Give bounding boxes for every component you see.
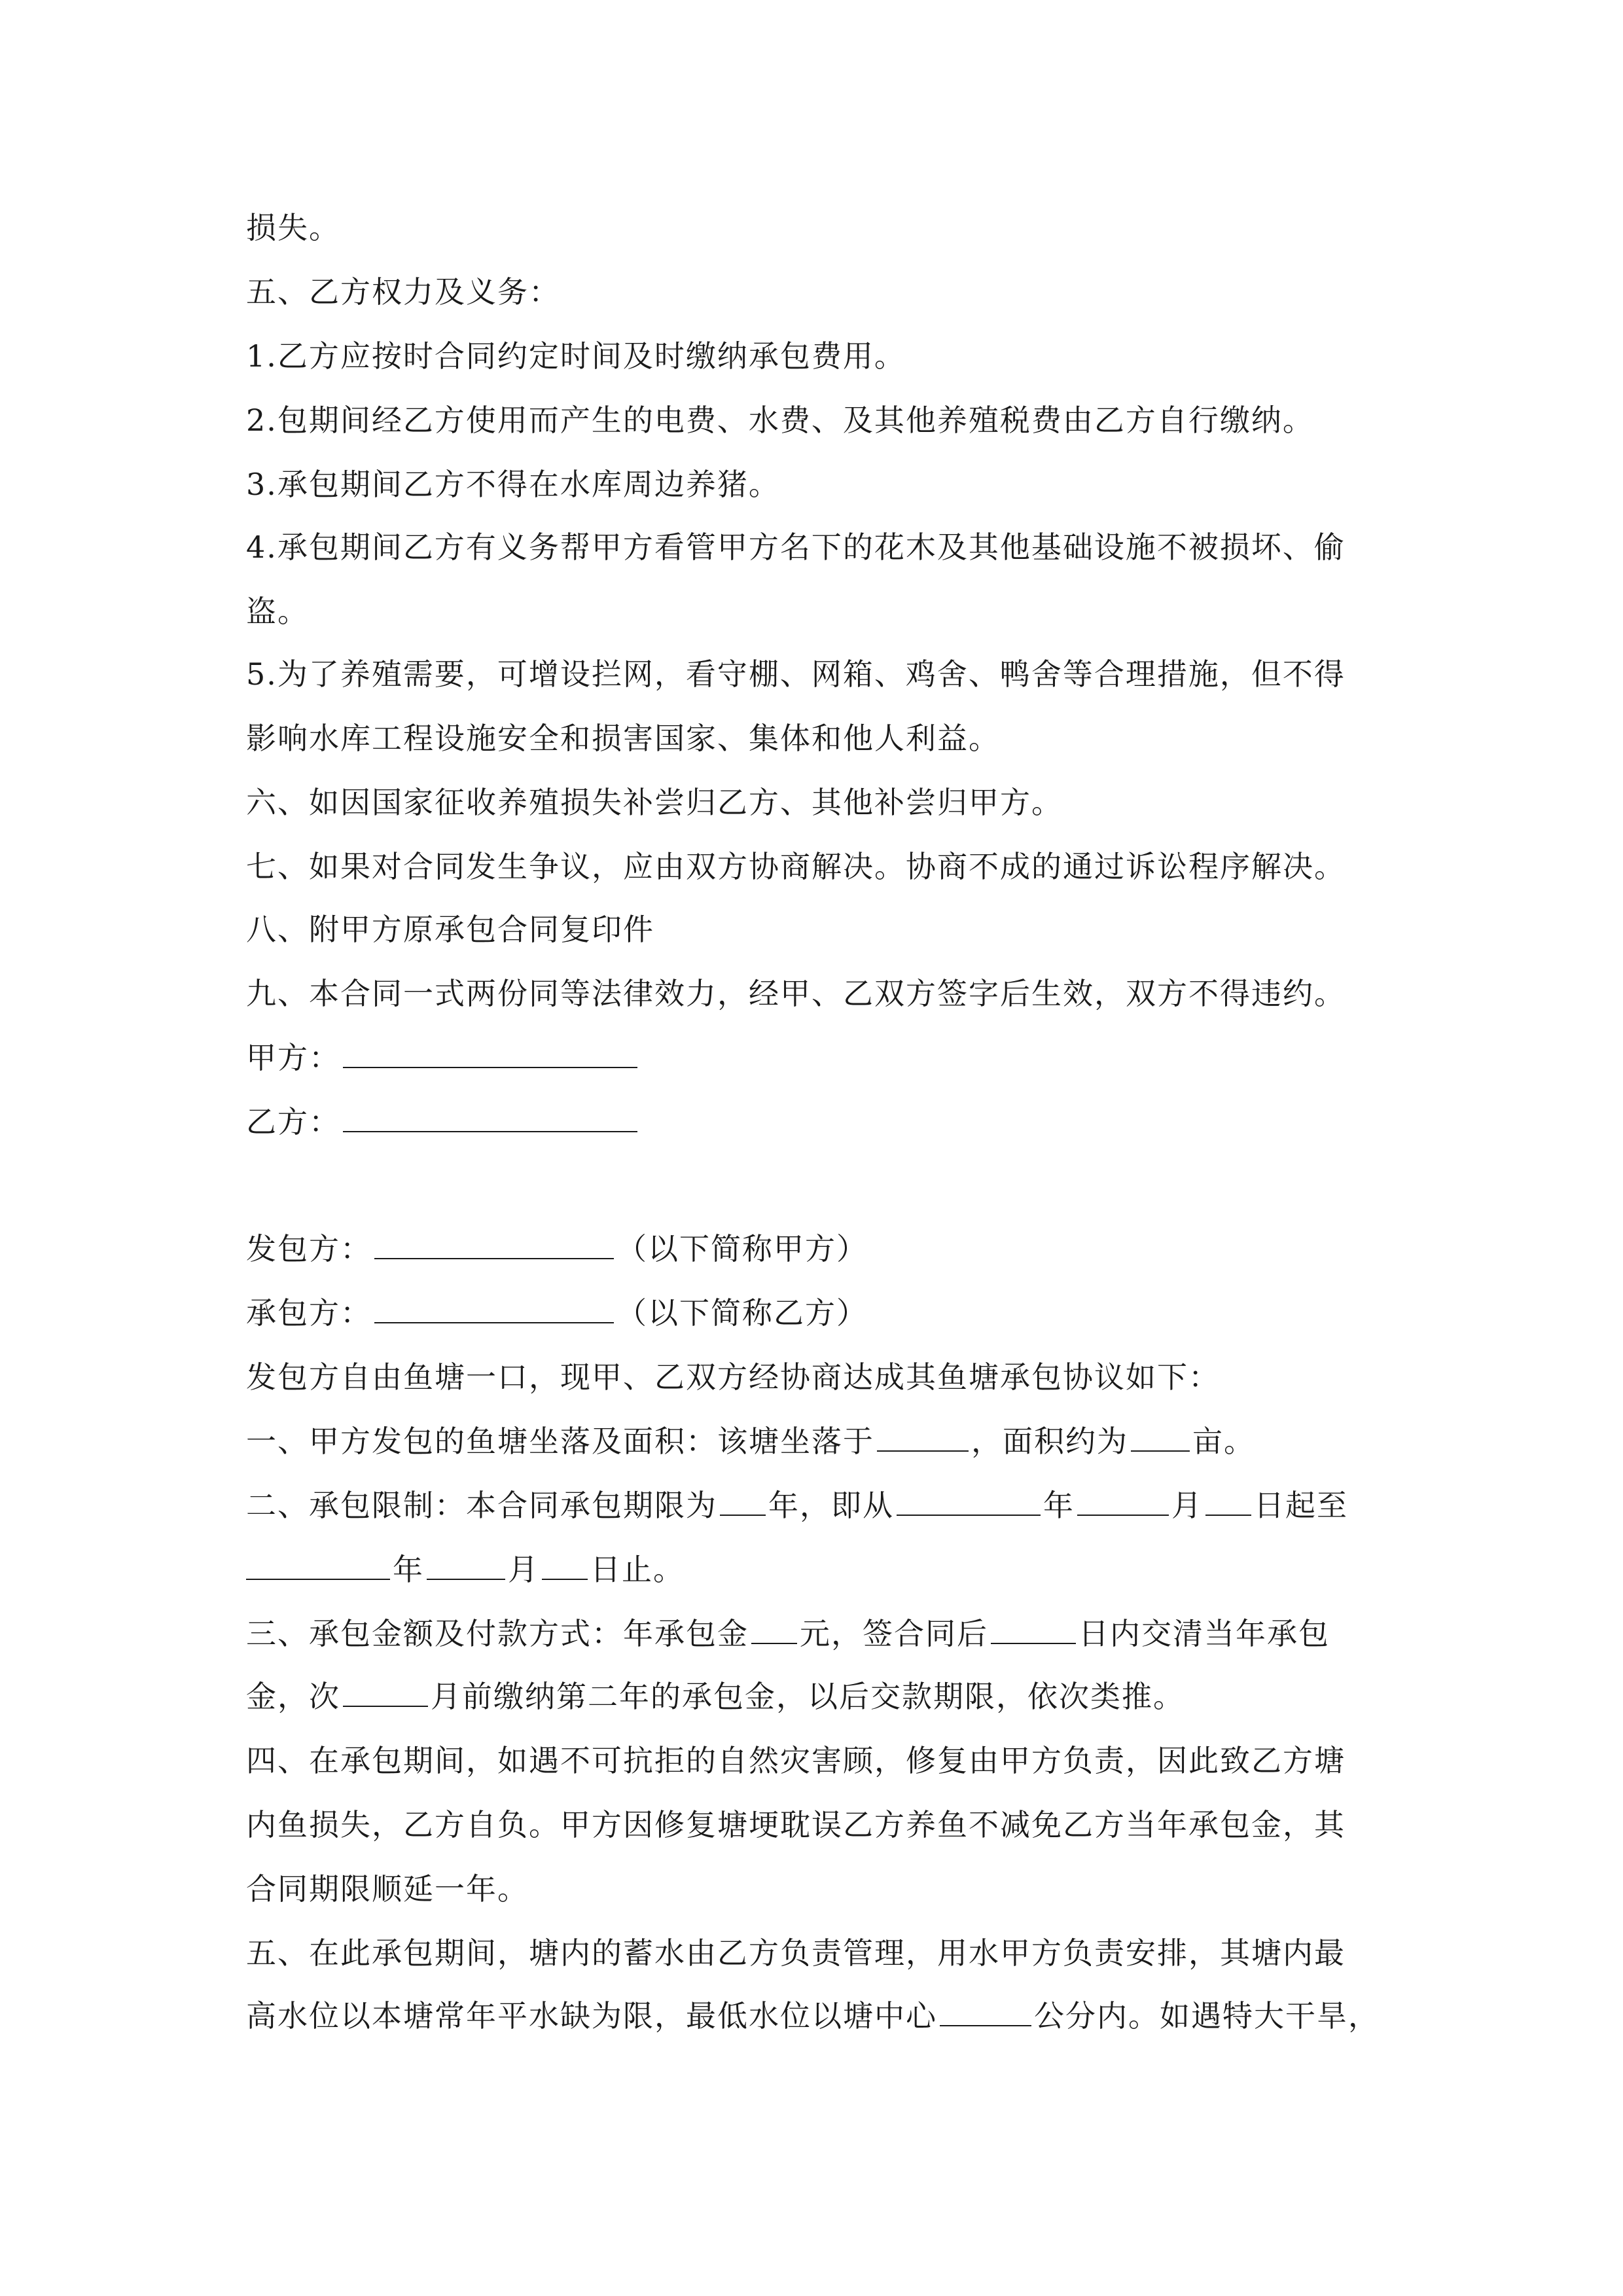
water-level-blank[interactable] [940, 1996, 1031, 2026]
start-month-blank[interactable] [1077, 1486, 1169, 1516]
contractor-line [246, 1229, 1418, 1268]
item1-text: 亩。 [1192, 1424, 1255, 1459]
item3-line-cont [246, 1677, 1418, 1716]
item2-text: 日起至 [1254, 1488, 1348, 1523]
text-line: 六、如因国家征收养殖损失补尝归乙方、其他补尝归甲方。 [246, 785, 1063, 820]
item3-text: 月前缴纳第二年的承包金，以后交款期限，依次类推。 [431, 1679, 1185, 1714]
item3-text: 元，签合同后 [800, 1616, 988, 1651]
item5-text: 高水位以本塘常年平水缺为限，最低水位以塘中心 [246, 1998, 937, 2034]
item2-text: 月 [1171, 1488, 1203, 1523]
intro-line: 发包方自由鱼塘一口，现甲、乙双方经协商达成其鱼塘承包协议如下： [246, 1359, 1220, 1395]
item4-line: 合同期限顺延一年。 [246, 1871, 529, 1907]
item1-text: 一、甲方发包的鱼塘坐落及面积：该塘坐落于 [246, 1424, 874, 1459]
contractee-label: 承包方： [246, 1295, 372, 1331]
party-b-label: 乙方： [246, 1104, 340, 1139]
contractor-blank[interactable] [374, 1229, 614, 1259]
contractee-note: （以下简称乙方） [616, 1295, 868, 1331]
text-line: 七、如果对合同发生争议，应由双方协商解决。协商不成的通过诉讼程序解决。 [246, 849, 1346, 884]
text-line: 3.承包期间乙方不得在水库周边养猪。 [246, 467, 780, 502]
item2-text: 月 [508, 1552, 539, 1587]
item3-text: 金，次 [246, 1679, 340, 1714]
contractee-blank[interactable] [374, 1293, 614, 1323]
location-blank[interactable] [877, 1422, 969, 1452]
next-month-blank[interactable] [343, 1677, 428, 1707]
item5-text: 公分内。如遇特大干旱， [1034, 1998, 1380, 2034]
text-line: 损失。 [246, 210, 340, 245]
start-year-blank[interactable] [897, 1486, 1041, 1516]
item2-line [246, 1486, 1418, 1525]
item2-text: 年 [1043, 1488, 1075, 1523]
end-month-blank[interactable] [427, 1550, 505, 1580]
contractee-line [246, 1293, 1418, 1333]
section-heading: 五、乙方权力及义务： [246, 274, 560, 310]
party-a-signature-blank[interactable] [343, 1038, 637, 1068]
contractor-label: 发包方： [246, 1231, 372, 1266]
item1-text: ，面积约为 [971, 1424, 1128, 1459]
text-line: 影响水库工程设施安全和损害国家、集体和他人利益。 [246, 721, 1000, 756]
party-a-label: 甲方： [246, 1040, 340, 1075]
start-day-blank[interactable] [1205, 1486, 1251, 1516]
item3-text: 日内交清当年承包 [1079, 1616, 1330, 1651]
item2-text: 年 [393, 1552, 424, 1587]
text-line: 九、本合同一式两份同等法律效力，经甲、乙双方签字后生效，双方不得违约。 [246, 976, 1346, 1011]
signature-party-a [246, 1038, 1418, 1077]
item2-text: 二、承包限制：本合同承包期限为 [246, 1488, 717, 1523]
item4-line: 四、在承包期间，如遇不可抗拒的自然灾害顾，修复由甲方负责，因此致乙方塘 [246, 1743, 1346, 1778]
item5-line-cont [246, 1996, 1418, 2036]
contractor-note: （以下简称甲方） [616, 1231, 868, 1266]
party-b-signature-blank[interactable] [343, 1102, 637, 1132]
annual-fee-blank[interactable] [751, 1614, 797, 1644]
item3-text: 三、承包金额及付款方式：年承包金 [246, 1616, 749, 1651]
text-line: 4.承包期间乙方有义务帮甲方看管甲方名下的花木及其他基础设施不被损坏、偷 [246, 529, 1346, 565]
item5-line: 五、在此承包期间，塘内的蓄水由乙方负责管理，用水甲方负责安排，其塘内最 [246, 1935, 1346, 1971]
term-years-blank[interactable] [720, 1486, 766, 1516]
item4-line: 内鱼损失，乙方自负。甲方因修复塘埂耽误乙方养鱼不减免乙方当年承包金，其 [246, 1807, 1346, 1842]
text-line: 1.乙方应按时合同约定时间及时缴纳承包费用。 [246, 338, 906, 374]
payment-days-blank[interactable] [991, 1614, 1076, 1644]
end-year-blank[interactable] [246, 1550, 390, 1580]
end-day-blank[interactable] [542, 1550, 588, 1580]
area-blank[interactable] [1131, 1422, 1190, 1452]
text-line: 盗。 [246, 594, 309, 629]
item2-text: 日止。 [590, 1552, 685, 1587]
text-line: 八、附甲方原承包合同复印件 [246, 912, 654, 947]
item3-line [246, 1614, 1418, 1653]
item1-line [246, 1422, 1418, 1461]
text-line: 5.为了养殖需要，可增设拦网，看守棚、网箱、鸡舍、鸭舍等合理措施，但不得 [246, 656, 1346, 692]
item2-line-cont [246, 1550, 1418, 1589]
text-line: 2.包期间经乙方使用而产生的电费、水费、及其他养殖税费由乙方自行缴纳。 [246, 403, 1314, 438]
signature-party-b [246, 1102, 1418, 1141]
item2-text: 年，即从 [768, 1488, 894, 1523]
